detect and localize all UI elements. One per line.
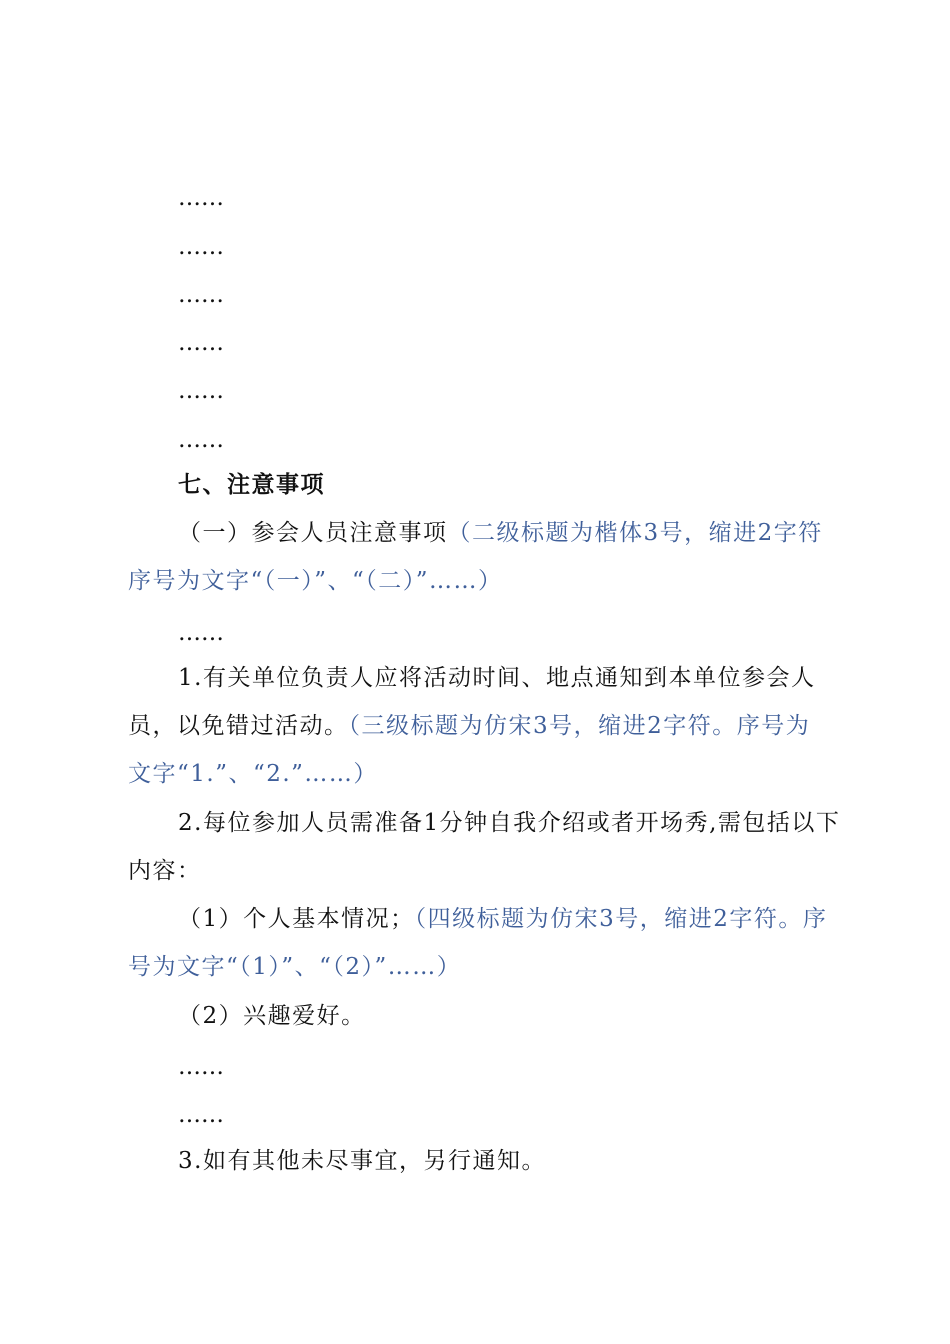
item-3-line: 3.如有其他未尽事宜，另行通知。	[178, 1148, 546, 1174]
item-2-line-2: 内容：	[128, 858, 202, 884]
item-1-line-2	[128, 711, 810, 741]
sub-item-2-line: （2）兴趣爱好。	[178, 1003, 366, 1029]
sub-item-1-format-note: （四级标题为仿宋3号，缩进2字符。序	[414, 906, 828, 932]
section-heading: 七、注意事项	[178, 471, 325, 498]
ellipsis-line: ……	[178, 620, 224, 646]
ellipsis-line: ……	[178, 1102, 224, 1128]
ellipsis-line: ……	[178, 427, 224, 453]
ellipsis-line: ……	[178, 330, 224, 356]
item-1-line-1: 1.有关单位负责人应将活动时间、地点通知到本单位参会人	[178, 665, 816, 691]
subsection-heading-line	[178, 518, 823, 548]
ellipsis-line: ……	[178, 1054, 224, 1080]
ellipsis-line: ……	[178, 378, 224, 404]
item-1-format-note: （三级标题为仿宋3号，缩进2字符。序号为	[348, 713, 811, 739]
sub-item-1-line	[178, 904, 827, 934]
subsection-format-note-continued: 序号为文字“（一）”、“（二）”……）	[128, 568, 503, 594]
item-2-line-1: 2.每位参加人员需准备1分钟自我介绍或者开场秀,需包括以下	[178, 810, 841, 836]
sub-item-1-text: （1）个人基本情况；	[178, 906, 415, 932]
item-1-format-note-continued: 文字“1.”、“2.”……）	[128, 761, 378, 787]
ellipsis-line: ……	[178, 282, 224, 308]
ellipsis-line: ……	[178, 234, 224, 260]
subsection-format-note: （二级标题为楷体3号，缩进2字符	[447, 520, 823, 546]
item-1-text-end: 员，以免错过活动。	[128, 713, 349, 739]
sub-item-1-format-note-continued: 号为文字“（1）”、“（2）”……）	[128, 954, 462, 980]
subsection-title: （一）参会人员注意事项	[178, 520, 448, 546]
ellipsis-line: ……	[178, 185, 224, 211]
